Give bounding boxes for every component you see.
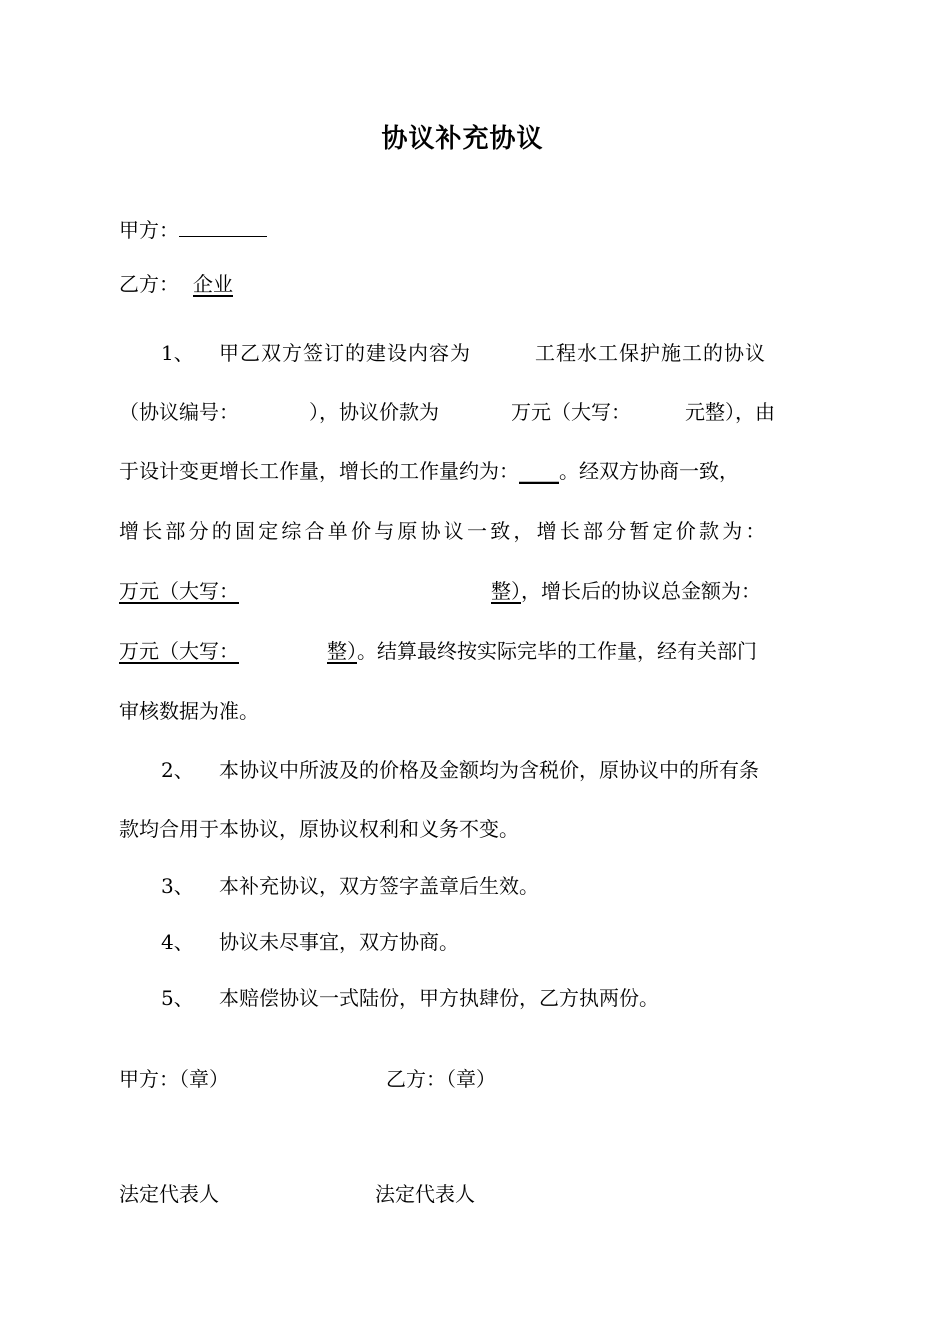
clause1-line4: 增长部分的固定综合单价与原协议一致，增长部分暂定价款为：: [119, 519, 769, 543]
party-a-label: 甲方：: [119, 218, 179, 242]
increase-amount-blank: ____: [519, 459, 559, 483]
provisional-price-label: 万元（大写：: [119, 579, 239, 603]
clause2-number: 2、: [161, 758, 194, 782]
increase-amount-label: 于设计变更增长工作量，增长的工作量约为：: [119, 459, 519, 483]
total-amount-field: [119, 639, 357, 663]
clause3-text: 本补充协议，双方签字盖章后生效。: [219, 874, 539, 898]
legal-rep-a: 法定代表人: [119, 1182, 219, 1206]
party-b-line: [119, 271, 243, 297]
clause1-line1: [119, 340, 831, 366]
total-amount-label: ，增长后的协议总金额为：: [521, 579, 761, 603]
total-capital-suffix: 整）: [327, 639, 357, 663]
clause1-line7: 审核数据为准。: [119, 699, 259, 723]
clause1-text-a: 甲乙双方签订的建设内容为: [219, 341, 471, 365]
party-a-line: [119, 216, 267, 243]
clause1-text-d: 。结算最终按实际完毕的工作量，经有关部门: [357, 639, 757, 663]
agreement-price-label: ），协议价款为: [309, 400, 439, 424]
total-capital-label: 万元（大写：: [119, 639, 239, 663]
clause5: [119, 985, 659, 1011]
clause1-text-b: 工程水工保护施工的协议: [535, 341, 766, 365]
clause1-text-c: 。经双方协商一致，: [559, 459, 739, 483]
document-title: 协议补充协议: [381, 124, 544, 154]
party-a-blank: [179, 216, 267, 237]
clause1-line6: [119, 638, 757, 664]
signature-party-a: 甲方：（章）: [119, 1067, 229, 1091]
clause2-text-a: 本协议中所波及的价格及金额均为含税价，原协议中的所有条: [219, 758, 759, 782]
clause1-number: 1、: [161, 341, 194, 365]
clause1-line3: [119, 458, 739, 484]
clause2-line1: [119, 757, 759, 783]
party-b-value: 企业: [193, 272, 233, 296]
party-b-label: 乙方：: [119, 272, 179, 296]
clause3: [119, 873, 539, 899]
price-capital-suffix: 元整），由: [685, 400, 775, 424]
price-capital-label: 万元（大写：: [511, 400, 631, 424]
clause1-line2: [119, 399, 831, 425]
clause4-number: 4、: [161, 930, 194, 954]
clause5-text: 本赔偿协议一式陆份，甲方执肆份，乙方执两份。: [219, 986, 659, 1010]
legal-rep-b: 法定代表人: [375, 1182, 475, 1206]
clause4: [119, 929, 459, 955]
clause5-number: 5、: [161, 986, 194, 1010]
provisional-price-field: [119, 579, 521, 603]
signature-party-b: 乙方：（章）: [386, 1067, 496, 1091]
clause3-number: 3、: [161, 874, 194, 898]
agreement-number-label: （协议编号：: [119, 400, 239, 424]
clause2-line2: 款均合用于本协议，原协议权利和义务不变。: [119, 817, 519, 841]
clause4-text: 协议未尽事宜，双方协商。: [219, 930, 459, 954]
provisional-price-suffix: 整）: [491, 579, 521, 603]
clause1-line5: [119, 578, 761, 604]
